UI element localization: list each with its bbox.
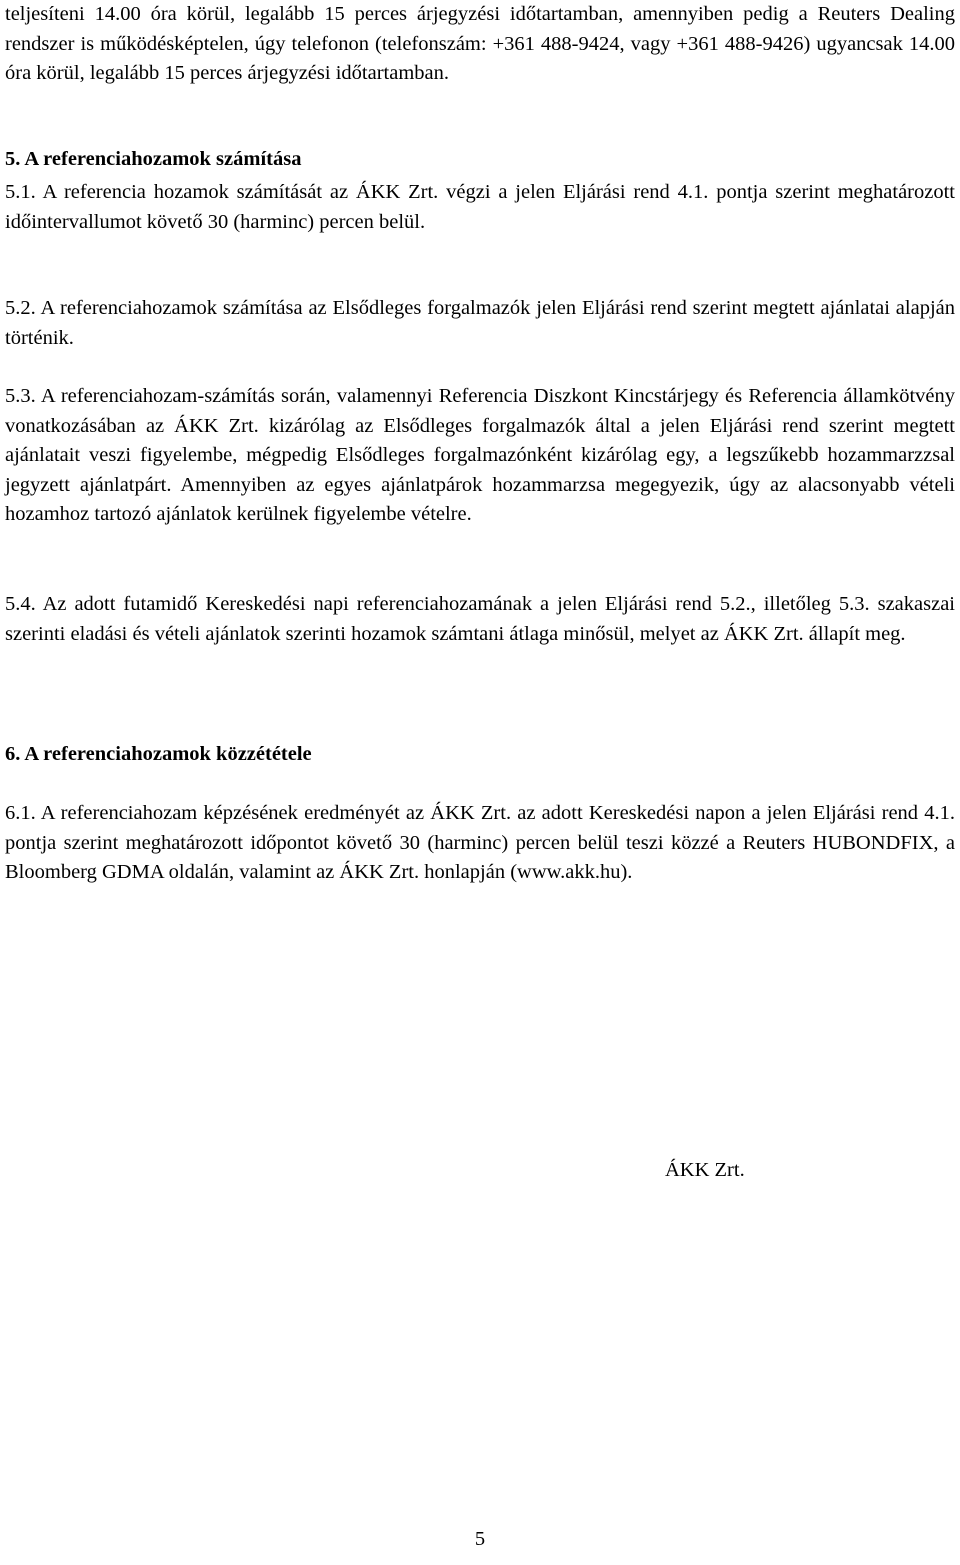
paragraph-6-1: 6.1. A referenciahozam képzésének eredményét az ÁKK Zrt. az adott Kereskedési napon a jelen Eljárási rend 4.1. pontja szerint meghatározott időpontot követő 30 (harminc) percen belül teszi közzé a Reuters HUBONDFIX, a Bloomberg GDMA oldalán, valamint az ÁKK Zrt. honlapján (www.akk.hu). xyxy=(5,802,955,883)
paragraph-5-3: 5.3. A referenciahozam-számítás során, valamennyi Referencia Diszkont Kincstárjegy és Referencia államkötvény vonatkozásában az ÁKK Zrt. kizárólag az Elsődleges forgalmazók által a jelen Eljárási rend szerint megtett ajánlatait veszi figyelembe, mégpedig Elsődleges forgalmazónként kizárólag egy, a legszűkebb hozammarzzsal jegyzett ajánlatpárt. Amennyiben az egyes ajánlatpárok hozammarzsa megegyezik, úgy az alacsonyabb vételi hozamhoz tartozó ajánlatok kerülnek figyelembe vételre. xyxy=(5,385,955,525)
intro-paragraph: teljesíteni 14.00 óra körül, legalább 15 perces árjegyzési időtartamban, amennyiben pedig a Reuters Dealing rendszer is működésképtelen, úgy telefonon (telefonszám: +361 488-9424, vagy +361 488-9426) ugyancsak 14.00 óra körül, legalább 15 perces árjegyzési időtartamban. xyxy=(5,3,955,84)
signature: ÁKK Zrt. xyxy=(665,1159,745,1181)
section-6-heading: 6. A referenciahozamok közzététele xyxy=(5,743,312,765)
section-5-heading: 5. A referenciahozamok számítása xyxy=(5,148,302,170)
paragraph-5-2: 5.2. A referenciahozamok számítása az Elsődleges forgalmazók jelen Eljárási rend szerint megtett ajánlatai alapján történik. xyxy=(5,297,955,349)
page-number: 5 xyxy=(474,1528,486,1550)
paragraph-5-4: 5.4. Az adott futamidő Kereskedési napi referenciahozamának a jelen Eljárási rend 5.2., illetőleg 5.3. szakaszai szerinti eladási és vételi ajánlatok szerinti hozamok számtani átlaga minősül, melyet az ÁKK Zrt. állapít meg. xyxy=(5,593,955,645)
paragraph-5-1: 5.1. A referencia hozamok számítását az ÁKK Zrt. végzi a jelen Eljárási rend 4.1. pontja szerint meghatározott időintervallumot követő 30 (harminc) percen belül. xyxy=(5,181,955,233)
